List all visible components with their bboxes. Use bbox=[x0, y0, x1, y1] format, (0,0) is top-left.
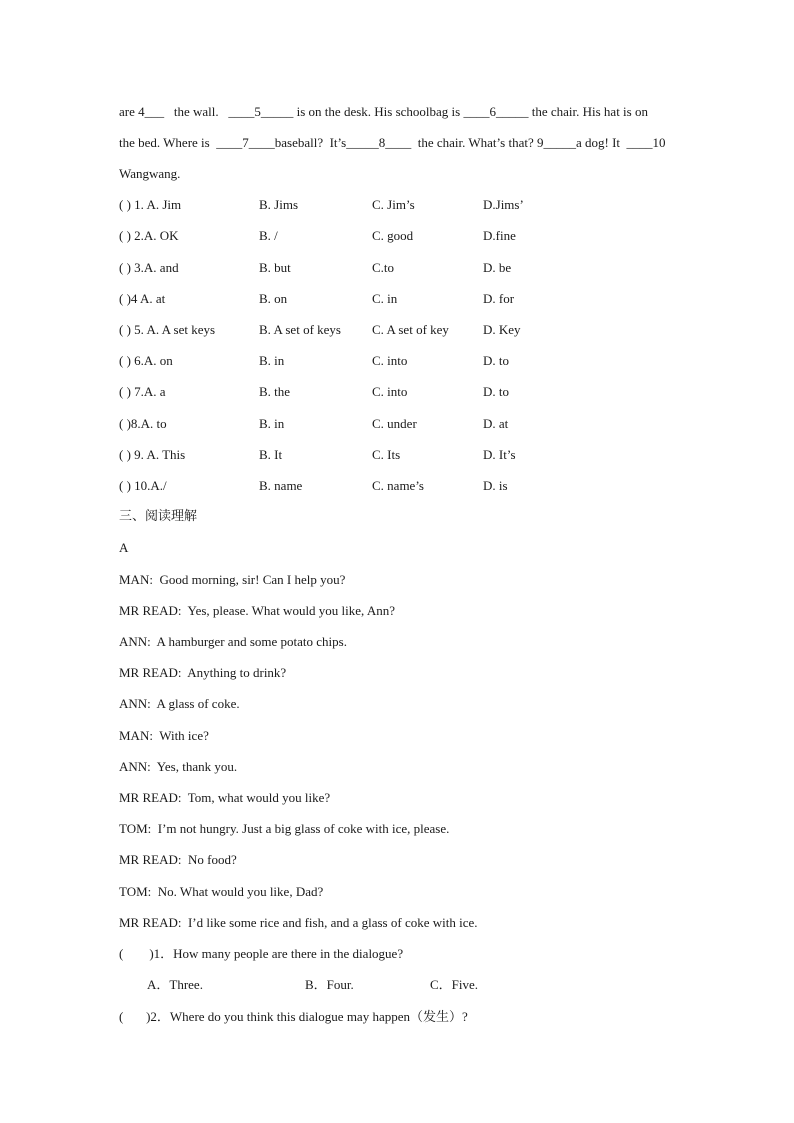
option-b: B. but bbox=[259, 260, 291, 275]
passage-text: baseball? It’s bbox=[274, 135, 347, 150]
option-b: B．Four. bbox=[305, 977, 354, 992]
question-stem: ( ) 3.A. and bbox=[119, 260, 179, 275]
passage-text: a dog! It bbox=[575, 135, 627, 150]
dialogue-line-10: MR READ: No food? bbox=[119, 852, 237, 867]
blank-4: 4___ bbox=[138, 104, 165, 119]
option-b: B. It bbox=[259, 447, 283, 462]
dialogue-line-2: MR READ: Yes, please. What would you like, Ann? bbox=[119, 603, 395, 618]
question-stem: ( ) 5. A. A set keys bbox=[119, 322, 216, 337]
dialogue-line-9: TOM: I’m not hungry. Just a big glass of coke with ice, please. bbox=[119, 821, 450, 836]
question-stem: ( ) 6.A. on bbox=[119, 353, 173, 368]
option-b: B. / bbox=[259, 228, 278, 243]
question-stem: ( ) 9. A. This bbox=[119, 447, 186, 462]
option-d: D.Jims’ bbox=[483, 197, 524, 212]
blank-5: ____5_____ bbox=[228, 104, 294, 119]
option-d: D. be bbox=[483, 260, 512, 275]
option-d: D. to bbox=[483, 384, 509, 399]
option-d: D.fine bbox=[483, 228, 516, 243]
option-c: C. under bbox=[372, 416, 417, 431]
option-c: C. in bbox=[372, 291, 398, 306]
option-c: C. Jim’s bbox=[372, 197, 415, 212]
dialogue-line-6: MAN: With ice? bbox=[119, 728, 209, 743]
option-d: D. to bbox=[483, 353, 509, 368]
option-c: C. into bbox=[372, 384, 408, 399]
question-stem: ( ) 7.A. a bbox=[119, 384, 166, 399]
option-b: B. in bbox=[259, 416, 285, 431]
reading-question-2-stem: ( )2．Where do you think this dialogue may happen（发生）? bbox=[119, 1009, 468, 1024]
passage-line-1 bbox=[119, 103, 648, 121]
dialogue-line-3: ANN: A hamburger and some potato chips. bbox=[119, 634, 347, 649]
section-heading: 三、阅读理解 bbox=[119, 509, 198, 524]
question-stem: ( ) 2.A. OK bbox=[119, 228, 179, 243]
blank-10: ____10 bbox=[626, 135, 666, 150]
question-stem: ( ) 1. A. Jim bbox=[119, 197, 182, 212]
option-b: B. on bbox=[259, 291, 288, 306]
option-d: D. It’s bbox=[483, 447, 516, 462]
dialogue-line-11: TOM: No. What would you like, Dad? bbox=[119, 884, 324, 899]
blank-7: ____7____ bbox=[216, 135, 275, 150]
option-c: C. into bbox=[372, 353, 408, 368]
question-stem: ( )8.A. to bbox=[119, 416, 167, 431]
passage-text: the chair. What’s that? bbox=[411, 135, 537, 150]
option-c: C. Its bbox=[372, 447, 401, 462]
question-stem: ( ) 10.A./ bbox=[119, 478, 167, 493]
passage-text: the bed. Where is bbox=[119, 135, 217, 150]
option-c: C. A set of key bbox=[372, 322, 449, 337]
option-b: B. the bbox=[259, 384, 291, 399]
passage-text: the wall. bbox=[164, 104, 229, 119]
passage-line-3: Wangwang. bbox=[119, 166, 181, 181]
blank-6: ____6_____ bbox=[463, 104, 529, 119]
option-b: B. name bbox=[259, 478, 303, 493]
option-b: B. in bbox=[259, 353, 285, 368]
option-d: D. Key bbox=[483, 322, 521, 337]
question-stem: ( )4 A. at bbox=[119, 291, 166, 306]
option-d: D. is bbox=[483, 478, 508, 493]
blank-8: _____8____ bbox=[346, 135, 412, 150]
blank-9: 9_____ bbox=[536, 135, 576, 150]
dialogue-line-4: MR READ: Anything to drink? bbox=[119, 665, 287, 680]
option-d: D. for bbox=[483, 291, 515, 306]
option-c: C. name’s bbox=[372, 478, 424, 493]
option-c: C．Five. bbox=[430, 977, 479, 992]
option-c: C.to bbox=[372, 260, 395, 275]
dialogue-line-1: MAN: Good morning, sir! Can I help you? bbox=[119, 572, 346, 587]
reading-question-1-stem: ( )1．How many people are there in the dialogue? bbox=[119, 946, 404, 961]
option-a: A．Three. bbox=[147, 977, 203, 992]
passage-text: is on the desk. His schoolbag is bbox=[293, 104, 464, 119]
part-label: A bbox=[119, 540, 129, 555]
option-d: D. at bbox=[483, 416, 509, 431]
dialogue-line-7: ANN: Yes, thank you. bbox=[119, 759, 238, 774]
passage-text: are bbox=[119, 104, 139, 119]
dialogue-line-12: MR READ: I’d like some rice and fish, and a glass of coke with ice. bbox=[119, 915, 478, 930]
option-b: B. Jims bbox=[259, 197, 299, 212]
passage-text: the chair. His hat is on bbox=[528, 104, 648, 119]
dialogue-line-5: ANN: A glass of coke. bbox=[119, 696, 240, 711]
passage-line-2 bbox=[119, 134, 666, 152]
option-c: C. good bbox=[372, 228, 414, 243]
option-b: B. A set of keys bbox=[259, 322, 341, 337]
dialogue-line-8: MR READ: Tom, what would you like? bbox=[119, 790, 331, 805]
